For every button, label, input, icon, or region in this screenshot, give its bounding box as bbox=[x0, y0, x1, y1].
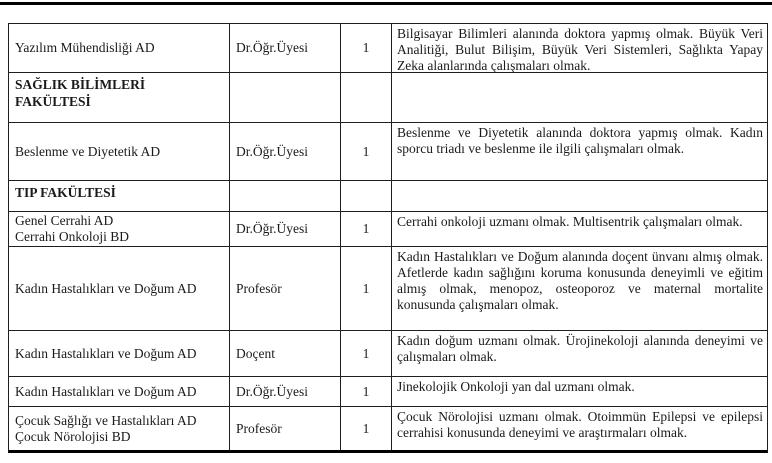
section-header-cell: TIP FAKÜLTESİ bbox=[15, 185, 116, 200]
section-header-cell: SAĞLIK BİLİMLERİ FAKÜLTESİ bbox=[15, 77, 146, 109]
requirements-cell: Bilgisayar Bilimleri alanında doktora yapmış olmak. Büyük Veri Analitiği, Bulut Bilişim, Büyük Veri Sistemleri, Sağlıkta Yapay Zeka alanlarında çalışmaları olmak. bbox=[391, 24, 767, 72]
title-cell: Dr.Öğr.Üyesi bbox=[229, 377, 340, 406]
table-row bbox=[9, 246, 767, 330]
table-row bbox=[9, 122, 767, 180]
count-cell: 1 bbox=[340, 331, 391, 376]
title-cell: Dr.Öğr.Üyesi bbox=[229, 123, 340, 180]
title-cell: Doçent bbox=[229, 331, 340, 376]
count-cell bbox=[340, 73, 391, 122]
department-cell: Beslenme ve Diyetetik AD bbox=[15, 143, 161, 159]
count-cell: 1 bbox=[340, 123, 391, 180]
title-cell: Profesör bbox=[229, 247, 340, 330]
table-section-row bbox=[9, 180, 767, 211]
requirements-cell: Beslenme ve Diyetetik alanında doktora yapmış olmak. Kadın sporcu triadı ve beslenme ile ilgili çalışmaları olmak. bbox=[391, 123, 767, 180]
department-cell: Kadın Hastalıkları ve Doğum AD bbox=[15, 383, 197, 399]
title-cell: Profesör bbox=[229, 407, 340, 450]
title-cell bbox=[229, 73, 340, 122]
count-cell: 1 bbox=[340, 24, 391, 72]
table-row bbox=[9, 406, 767, 450]
department-cell: Yazılım Mühendisliği AD bbox=[15, 40, 155, 55]
department-cell: Çocuk Sağlığı ve Hastalıkları AD Çocuk Nörolojisi BD bbox=[15, 412, 197, 444]
title-cell: Dr.Öğr.Üyesi bbox=[229, 24, 340, 72]
count-cell: 1 bbox=[340, 407, 391, 450]
requirements-cell bbox=[391, 181, 767, 211]
title-cell: Dr.Öğr.Üyesi bbox=[229, 212, 340, 246]
table-section-row bbox=[9, 72, 767, 122]
title-cell bbox=[229, 181, 340, 211]
table-row bbox=[9, 330, 767, 376]
requirements-cell bbox=[391, 73, 767, 122]
requirements-cell: Çocuk Nörolojisi uzmanı olmak. Otoimmün Epilepsi ve epilepsi cerrahisi konusunda deneyimi ve araştırmaları olmak. bbox=[391, 407, 767, 450]
positions-table bbox=[8, 23, 768, 453]
table-row bbox=[9, 376, 767, 406]
department-cell: Kadın Hastalıkları ve Doğum AD bbox=[15, 280, 197, 296]
department-cell: Genel Cerrahi AD Cerrahi Onkoloji BD bbox=[15, 213, 129, 244]
requirements-cell: Jinekolojik Onkoloji yan dal uzmanı olmak. bbox=[391, 377, 767, 406]
requirements-cell: Cerrahi onkoloji uzmanı olmak. Multisentrik çalışmaları olmak. bbox=[391, 212, 767, 246]
count-cell: 1 bbox=[340, 247, 391, 330]
top-rule bbox=[0, 2, 772, 5]
count-cell: 1 bbox=[340, 377, 391, 406]
department-cell: Kadın Hastalıkları ve Doğum AD bbox=[15, 345, 197, 361]
table-row bbox=[9, 211, 767, 246]
count-cell: 1 bbox=[340, 212, 391, 246]
count-cell bbox=[340, 181, 391, 211]
requirements-cell: Kadın Hastalıkları ve Doğum alanında doçent ünvanı almış olmak. Afetlerde kadın sağlığını koruma konusunda deneyimli ve eğitim almış olmak, menopoz, osteoporoz ve maternal mortalite konusunda çalışmaları olmak. bbox=[391, 247, 767, 330]
table-row bbox=[9, 24, 767, 72]
requirements-cell: Kadın doğum uzmanı olmak. Ürojinekoloji alanında deneyimi ve çalışmaları olmak. bbox=[391, 331, 767, 376]
